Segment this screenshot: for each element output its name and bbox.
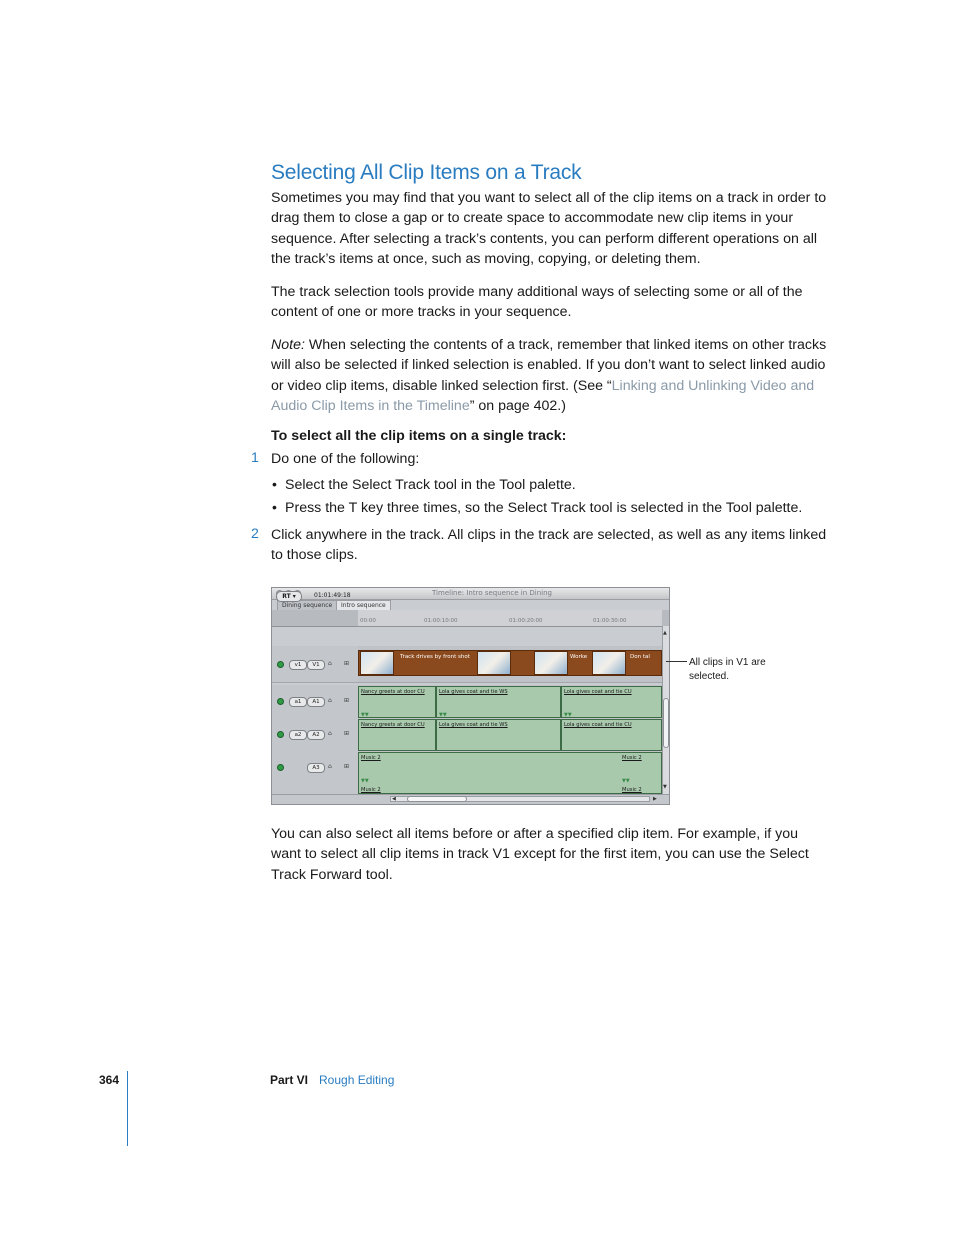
video-clip-label: Worke bbox=[570, 654, 588, 660]
scroll-up-icon[interactable]: ▲ bbox=[663, 630, 667, 636]
audio-clip-label: Music 2 bbox=[622, 787, 642, 793]
lock-icon[interactable]: ⌂ bbox=[328, 730, 332, 737]
footer-part: Part VI bbox=[270, 1073, 309, 1087]
speaker-icon[interactable] bbox=[277, 698, 284, 705]
intro-paragraph: Sometimes you may find that you want to select all of the clip items on a track in order to drag them to close a gap or to create space to accommodate new clip items in your sequence. After selecting a track’s contents, you can perform different operations on all the track’s items at once, such as moving, copying, or deleting them. bbox=[271, 190, 827, 268]
video-clip-label: Track drives by front shot bbox=[400, 654, 470, 660]
auto-select-icon[interactable]: ⊞ bbox=[344, 660, 350, 667]
step-text: Do one of the following: bbox=[271, 451, 420, 467]
clip-marker-icon: ▼▼ bbox=[564, 712, 572, 718]
auto-select-icon[interactable]: ⊞ bbox=[344, 697, 350, 704]
speaker-icon[interactable] bbox=[277, 731, 284, 738]
audio-clip-label: Music 2 bbox=[361, 755, 381, 761]
lock-icon[interactable]: ⌂ bbox=[328, 763, 332, 770]
callout-leader-line bbox=[666, 661, 687, 662]
speaker-icon[interactable] bbox=[277, 661, 284, 668]
source-control-v1[interactable]: v1 bbox=[289, 660, 307, 670]
scroll-left-icon[interactable]: ◀ bbox=[392, 796, 396, 802]
figure-callout: All clips in V1 are selected. bbox=[689, 657, 766, 682]
auto-select-icon[interactable]: ⊞ bbox=[344, 763, 350, 770]
timeline-window-title: Timeline: Intro sequence in Dining bbox=[432, 589, 552, 597]
tab-intro-sequence[interactable]: Intro sequence bbox=[336, 600, 391, 610]
clip-thumbnail bbox=[477, 651, 511, 675]
clip-marker-icon: ▼▼ bbox=[361, 712, 369, 718]
rt-label: RT bbox=[282, 593, 291, 600]
chevron-down-icon: ▾ bbox=[292, 593, 296, 600]
current-timecode[interactable]: 01:01:49:18 bbox=[314, 592, 351, 599]
note-paragraph bbox=[271, 335, 827, 417]
audio-clip-label: Lola gives coat and tie WS bbox=[439, 722, 508, 728]
cross-reference-link[interactable]: Linking and Unlinking Video and Audio Clip Items in the Timeline bbox=[271, 377, 815, 415]
note-text: When selecting the contents of a track, remember that linked items on other tracks will also be selected if linked selection is enabled. If you don’t want to select linked audio or video clip items, disable linked selection first. (See “ bbox=[271, 337, 827, 394]
footer-rule bbox=[127, 1071, 128, 1146]
source-control-a1[interactable]: a1 bbox=[289, 697, 307, 707]
speaker-icon[interactable] bbox=[277, 764, 284, 771]
source-control-a2[interactable]: a2 bbox=[289, 730, 307, 740]
audio-clip-music[interactable] bbox=[358, 752, 662, 794]
rt-popup-button[interactable] bbox=[276, 591, 302, 602]
procedure-heading: To select all the clip items on a single track: bbox=[271, 428, 567, 444]
closing-paragraph: You can also select all items before or after a specified clip item. For example, if you want to select all clip items in track V1 except for the first item, you can use the Select Track Forward tool. bbox=[271, 826, 809, 883]
clip-thumbnail bbox=[534, 651, 568, 675]
horizontal-scroll-thumb[interactable] bbox=[407, 796, 467, 802]
step-text: Click anywhere in the track. All clips in the track are selected, as well as any items linked to those clips. bbox=[271, 527, 827, 564]
clip-marker-icon: ▼▼ bbox=[361, 778, 369, 784]
audio-clip-label: Nancy greets at door CU bbox=[361, 689, 425, 695]
bullet-item: Press the T key three times, so the Select Track tool is selected in the Tool palette. bbox=[285, 500, 803, 516]
destination-control-a1[interactable]: A1 bbox=[307, 697, 325, 707]
audio-clip-label: Nancy greets at door CU bbox=[361, 722, 425, 728]
clip-marker-icon: ▼▼ bbox=[622, 778, 630, 784]
destination-control-a3[interactable]: A3 bbox=[307, 763, 325, 773]
ruler-tick-label: 01:00:10:00 bbox=[424, 618, 458, 624]
lock-icon[interactable]: ⌂ bbox=[328, 697, 332, 704]
timeline-window bbox=[271, 587, 670, 805]
ruler-tick-label: 01:00:30:00 bbox=[593, 618, 627, 624]
auto-select-icon[interactable]: ⊞ bbox=[344, 730, 350, 737]
ruler-tick-label: 00:00 bbox=[360, 618, 376, 624]
bullet-glyph: • bbox=[272, 499, 277, 515]
page-number: 364 bbox=[99, 1073, 120, 1087]
clip-thumbnail bbox=[360, 651, 394, 675]
scroll-right-icon[interactable]: ▶ bbox=[653, 796, 657, 802]
bullet-item: Select the Select Track tool in the Tool palette. bbox=[285, 477, 576, 493]
audio-clip-label: Music 2 bbox=[622, 755, 642, 761]
track-header-a3 bbox=[272, 751, 358, 795]
lock-icon[interactable]: ⌂ bbox=[328, 660, 332, 667]
vertical-scroll-thumb[interactable] bbox=[663, 698, 669, 748]
clip-marker-icon: ▼▼ bbox=[439, 712, 447, 718]
audio-clip-label: Music 2 bbox=[361, 787, 381, 793]
tab-dining-sequence[interactable]: Dining sequence bbox=[277, 600, 337, 610]
section-heading: Selecting All Clip Items on a Track bbox=[271, 161, 582, 184]
step-number: 2 bbox=[251, 526, 259, 542]
step-number: 1 bbox=[251, 450, 259, 466]
scroll-down-icon[interactable]: ▼ bbox=[663, 784, 667, 790]
bullet-glyph: • bbox=[272, 476, 277, 492]
destination-control-a2[interactable]: A2 bbox=[307, 730, 325, 740]
track-tools-paragraph: The track selection tools provide many additional ways of selecting some or all of the content of one or more tracks in your sequence. bbox=[271, 284, 803, 321]
audio-clip-label: Lola gives coat and tie CU bbox=[564, 722, 632, 728]
ruler-tick-label: 01:00:20:00 bbox=[509, 618, 543, 624]
destination-control-v1[interactable]: V1 bbox=[307, 660, 325, 670]
note-tail: ” on page 402.) bbox=[469, 398, 566, 415]
audio-clip-label: Lola gives coat and tie WS bbox=[439, 689, 508, 695]
footer-section: Rough Editing bbox=[319, 1073, 395, 1087]
audio-clip-label: Lola gives coat and tie CU bbox=[564, 689, 632, 695]
clip-thumbnail bbox=[592, 651, 626, 675]
note-label: Note: bbox=[271, 337, 305, 353]
video-clip-label: Don tal bbox=[630, 654, 650, 660]
